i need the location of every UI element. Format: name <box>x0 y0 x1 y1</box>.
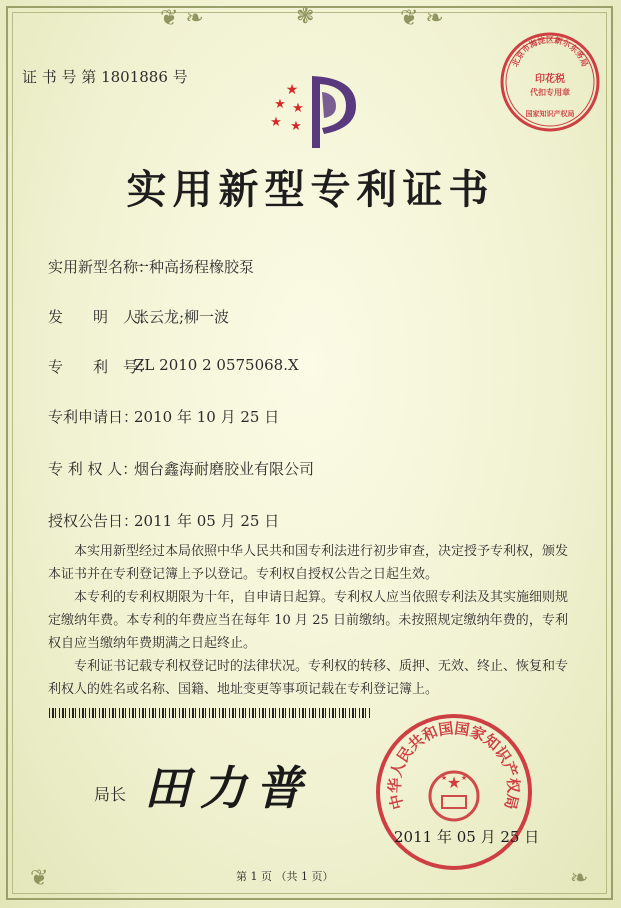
logo-star-2: ★ <box>274 97 286 112</box>
paragraph-2: 本专利的专利权期限为十年，自申请日起算。专利权人应当依照专利法及其实施细则规定缴纳年费。本专利的年费应当在每年 10 月 25 日前缴纳。未按照规定缴纳年费的，专利权自应当缴纳年费期满之日起终止。 <box>48 590 569 651</box>
top-ornament-center: ❃ <box>296 4 315 29</box>
paragraph-3: 专利证书记载专利权登记时的法律状况。专利权的转移、质押、无效、终止、恢复和专利权人的姓名或名称、国籍、地址变更等事项记载在专利登记簿上。 <box>48 659 569 697</box>
director-label: 局长 <box>94 785 127 804</box>
bottom-ornament-left: ❦ <box>30 866 49 891</box>
sipo-logo <box>262 72 358 152</box>
sipo-seal <box>374 712 534 872</box>
logo-star-3: ★ <box>292 101 304 116</box>
inventor-value: 张云龙;柳一波 <box>134 308 230 326</box>
logo-star-5: ★ <box>290 119 302 134</box>
tax-seal-center-1: 印花税 <box>535 74 565 85</box>
filing-date-value: 2010 年 10 月 25 日 <box>134 408 280 426</box>
model-name-label: 实用新型名称： <box>48 258 154 276</box>
bottom-ornament-right: ❧ <box>570 866 589 891</box>
grant-date-value: 2011 年 05 月 25 日 <box>134 512 280 530</box>
paragraph-1: 本实用新型经过本局依照中华人民共和国专利法进行初步审查，决定授予专利权，颁发本证书并在专利登记簿上予以登记。专利权自授权公告之日起生效。 <box>48 544 569 582</box>
seal-date: 2011 年 05 月 25 日 <box>394 828 540 846</box>
emblem-gate <box>442 796 466 808</box>
grant-date-label: 授权公告日： <box>48 512 139 530</box>
logo-star-1: ★ <box>285 82 299 98</box>
tax-seal-center-2: 代扣专用章 <box>530 87 570 97</box>
barcode <box>49 708 371 718</box>
svg-text:北京市海淀区新尔东务局 <box>510 35 591 69</box>
certificate-number: 证 书 号 第 1801886 号 <box>22 68 188 86</box>
emblem-small-star-1: ★ <box>440 774 448 782</box>
director-signature: 田力普 <box>144 761 312 815</box>
patent-number-label: 专 利 号： <box>48 358 154 376</box>
sipo-seal-ring-text: 中华人民共和国国家知识产权局 <box>385 719 523 812</box>
patent-number-value: ZL 2010 2 0575068.X <box>134 356 299 374</box>
logo-star-4: ★ <box>270 115 282 130</box>
emblem-star: ★ <box>446 773 462 792</box>
inventor-label: 发 明 人： <box>48 308 154 326</box>
model-name-value: 一种高扬程橡胶泵 <box>134 258 255 276</box>
patentee-value: 烟台鑫海耐磨胶业有限公司 <box>134 460 315 478</box>
tax-seal <box>498 30 602 134</box>
tax-seal-bottom: 国家知识产权局 <box>525 109 575 118</box>
page-footer: 第 1 页 （共 1 页） <box>236 870 334 883</box>
filing-date-label: 专利申请日： <box>48 408 139 426</box>
top-ornament-right: ❦ ❧ <box>400 6 444 31</box>
patentee-label: 专 利 权 人： <box>48 460 138 478</box>
tax-seal-ring-text: 北京市海淀区新尔东务局 <box>509 34 591 69</box>
emblem-small-star-2: ★ <box>460 774 468 782</box>
top-ornament-left: ❦ ❧ <box>160 6 204 31</box>
certificate-title: 实用新型专利证书 <box>126 166 495 213</box>
